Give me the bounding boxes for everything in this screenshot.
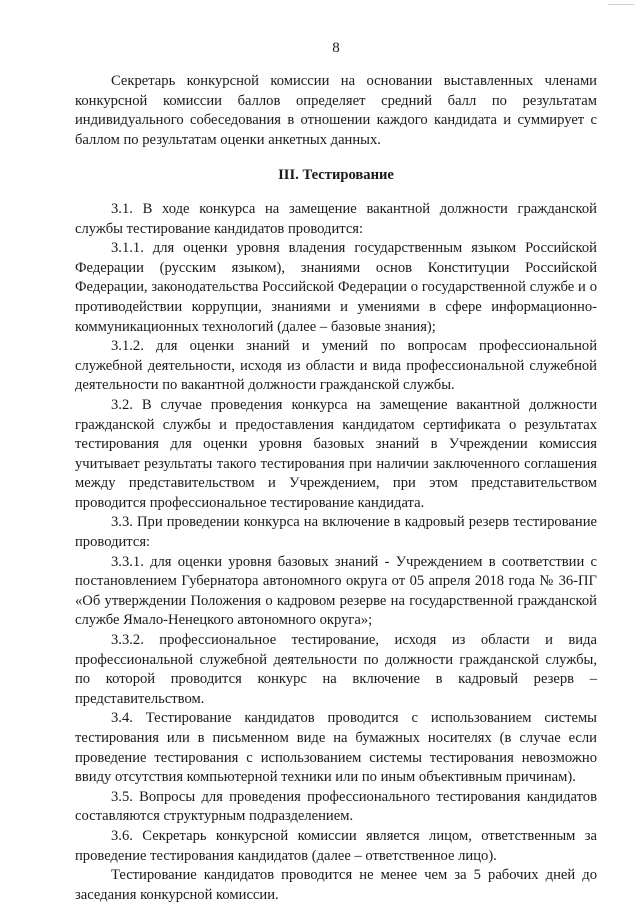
paragraph-3-5: 3.5. Вопросы для проведения профессионального тестирования кандидатов составляются структурным подразделением. <box>75 788 597 825</box>
paragraph-3-3: 3.3. При проведении конкурса на включение в кадровый резерв тестирование проводится: <box>75 514 597 551</box>
paragraph-3-1-1: 3.1.1. для оценки уровня владения государственным языком Российской Федерации (русским языком), знаниями основ Конституции Российской Федерации, законодательства Российской Федерации о государственной службе и о противодействии коррупции, знаниями и умениями в сфере информационно-коммуникационных технологий (далее – базовые знания); <box>75 240 597 335</box>
page-number: 8 <box>332 40 340 56</box>
paragraph-score-summary: Секретарь конкурсной комиссии на основании выставленных членами конкурсной комиссии баллов определяет средний балл по результатам индивидуального собеседования в отношении каждого кандидата и суммирует с баллом по результатам оценки анкетных данных. <box>75 73 597 148</box>
paragraph-testing-deadline: Тестирование кандидатов проводится не менее чем за 5 рабочих дней до заседания конкурсной комиссии. <box>75 867 597 903</box>
paragraph-3-6: 3.6. Секретарь конкурсной комиссии является лицом, ответственным за проведение тестирования кандидатов (далее – ответственное лицо). <box>75 827 597 864</box>
paragraph-3-1-2: 3.1.2. для оценки знаний и умений по вопросам профессиональной служебной деятельности, исходя из области и вида профессиональной служебной деятельности по вакантной должности гражданской службы. <box>75 338 597 394</box>
paragraph-3-1: 3.1. В ходе конкурса на замещение вакантной должности гражданской службы тестирование кандидатов проводится: <box>75 200 597 237</box>
section-heading-testing: III. Тестирование <box>278 167 394 184</box>
paragraph-3-3-2: 3.3.2. профессиональное тестирование, исходя из области и вида профессиональной служебной деятельности по должности гражданской службы, по которой проводится конкурс на включение в кадровый резерв – представительством. <box>75 632 597 707</box>
scan-corner-mark <box>608 4 634 5</box>
paragraph-3-3-1: 3.3.1. для оценки уровня базовых знаний - Учреждением в соответствии с постановлением Губернатора автономного округа от 05 апреля 2018 года № 36-ПГ «Об утверждении Положения о кадровом резерве на государственной гражданской службе Ямало-Ненецкого автономного округа»; <box>75 553 597 629</box>
paragraph-3-2: 3.2. В случае проведения конкурса на замещение вакантной должности гражданской службы и предоставления кандидатом сертификата о результатах тестирования для оценки уровня базовых знаний в Учреждении комиссия учитывает результаты такого тестирования при наличии заключенного соглашения между представительством и Учреждением, при этом представительством проводится профессиональное тестирование кандидата. <box>75 396 597 511</box>
document-page <box>75 0 597 905</box>
paragraph-3-4: 3.4. Тестирование кандидатов проводится с использованием системы тестирования или в письменном виде на бумажных носителях (в случае если проведение тестирования с использованием системы тестирования невозможно ввиду отсутствия компьютерной техники или по иным объективным причинам). <box>75 710 597 786</box>
document-body <box>75 72 597 905</box>
